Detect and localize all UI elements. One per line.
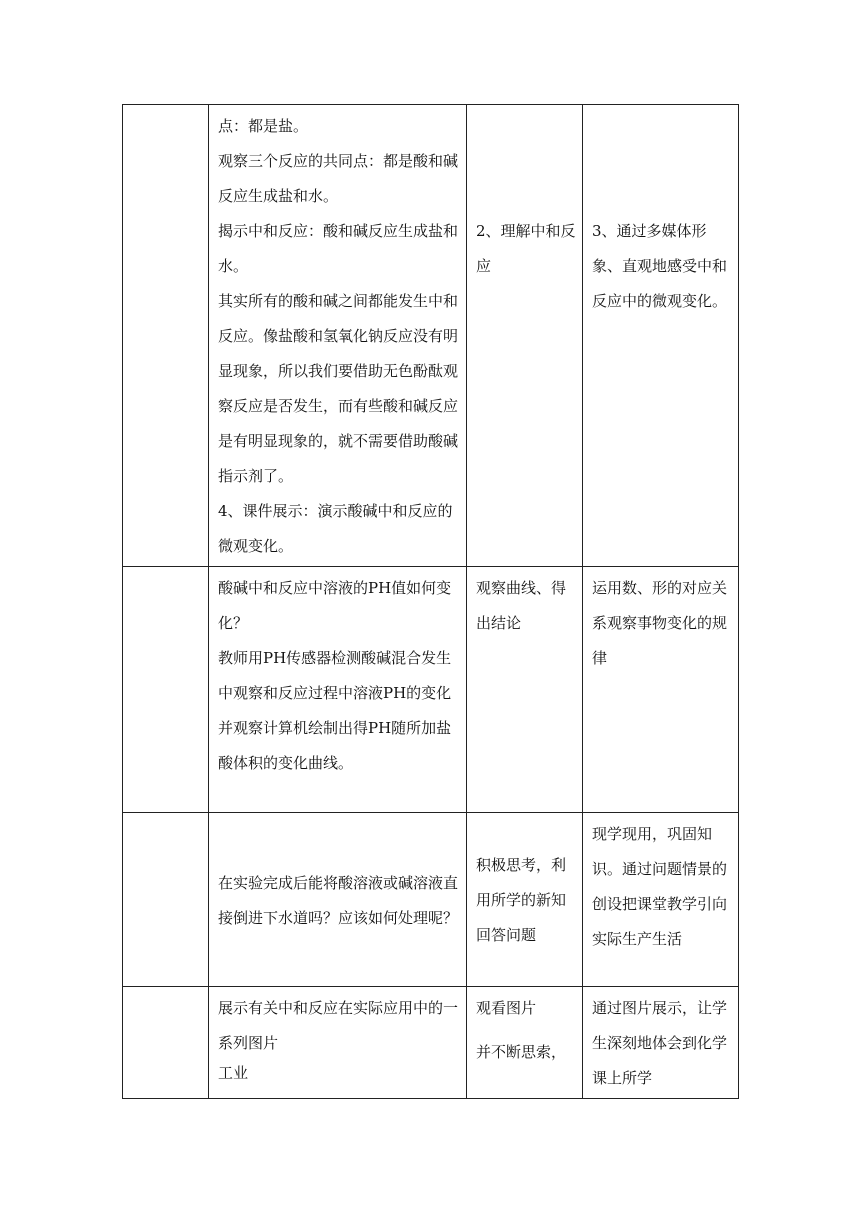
student-text: 观看图片 <box>476 999 537 1017</box>
table-row <box>123 813 739 987</box>
student-activity-cell <box>467 813 583 987</box>
teacher-text: 揭示中和反应：酸和碱反应生成盐和水。 <box>218 222 459 275</box>
intent-text: 运用数、形的对应关系观察事物变化的规律 <box>592 579 728 667</box>
design-intent-cell <box>583 813 739 987</box>
teacher-activity-cell <box>209 813 467 987</box>
intent-text: 3、通过多媒体形象、直观地感受中和反应中的微观变化。 <box>592 222 728 310</box>
teacher-text: 点：都是盐。 <box>218 117 309 135</box>
teacher-text: 其实所有的酸和碱之间都能发生中和反应。像盐酸和氢氧化钠反应没有明显现象，所以我们要借助无色酚酞观察反应是否发生，而有些酸和碱反应是有明显现象的，就不需要借助酸碱指示剂了。 <box>218 292 459 485</box>
design-intent-cell <box>583 105 739 567</box>
table-row <box>123 987 739 1099</box>
intent-text: 通过图片展示，让学生深刻地体会到化学课上所学 <box>592 999 728 1087</box>
teacher-text: 教师用PH传感器检测酸碱混合发生中观察和反应过程中溶液PH的变化并观察计算机绘制出得PH随所加盐酸体积的变化曲线。 <box>218 649 452 772</box>
stage-cell <box>123 813 209 987</box>
stage-cell <box>123 105 209 567</box>
student-text: 积极思考，利用所学的新知回答问题 <box>476 856 567 944</box>
intent-text: 现学现用，巩固知识。通过问题情景的创设把课堂教学引向实际生产生活 <box>592 825 728 948</box>
student-activity-cell <box>467 567 583 813</box>
student-text: 观察曲线、得出结论 <box>476 579 567 632</box>
teacher-text: 酸碱中和反应中溶液的PH值如何变化？ <box>218 579 452 632</box>
teacher-text: 在实验完成后能将酸溶液或碱溶液直接倒进下水道吗？应该如何处理呢？ <box>218 873 459 927</box>
teacher-activity-cell <box>209 987 467 1099</box>
student-text: 并不断思索， <box>476 1043 567 1061</box>
student-activity-cell <box>467 105 583 567</box>
student-text: 2、理解中和反应 <box>476 222 576 275</box>
stage-cell <box>123 987 209 1099</box>
design-intent-cell <box>583 567 739 813</box>
teacher-text: 展示有关中和反应在实际应用中的一系列图片 <box>218 999 459 1052</box>
stage-cell <box>123 567 209 813</box>
table-row <box>123 105 739 567</box>
student-activity-cell <box>467 987 583 1099</box>
lesson-table <box>122 104 739 1099</box>
teacher-text: 4、课件展示：演示酸碱中和反应的微观变化。 <box>218 502 453 555</box>
table-row <box>123 567 739 813</box>
teacher-text: 工业 <box>218 1064 249 1082</box>
teacher-activity-cell <box>209 567 467 813</box>
design-intent-cell <box>583 987 739 1099</box>
teacher-activity-cell <box>209 105 467 567</box>
teacher-text: 观察三个反应的共同点：都是酸和碱反应生成盐和水。 <box>218 152 459 205</box>
